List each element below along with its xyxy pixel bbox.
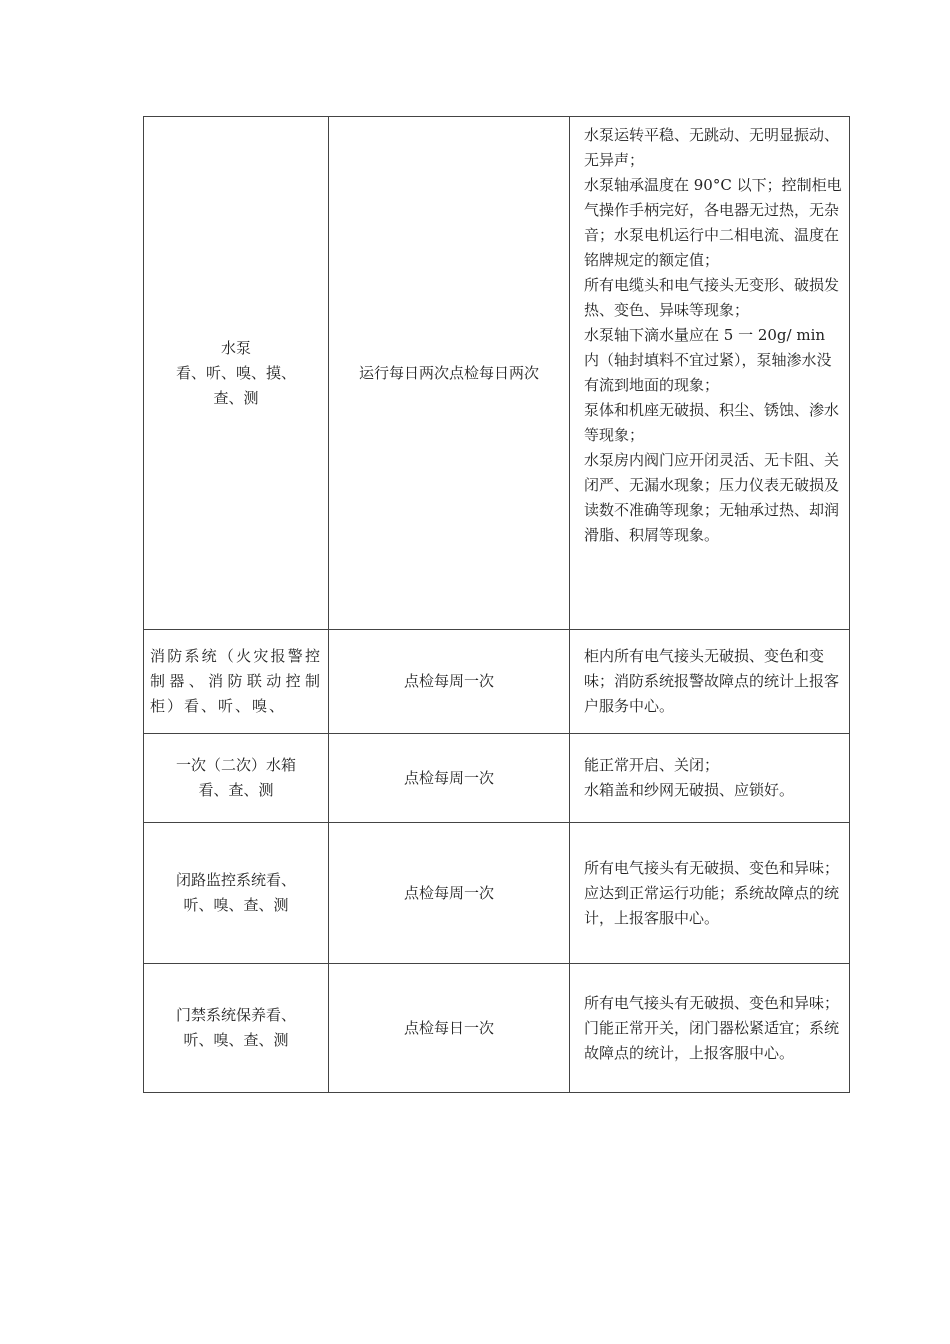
- standard-line: 水箱盖和纱网无破损、应锁好。: [584, 781, 795, 799]
- standard-line: 水泵轴承温度在 90°C 以下；控制柜电气操作手柄完好，各电器无过热，无杂音；水泵电机运行中二相电流、温度在铭牌规定的额定值；: [584, 176, 842, 269]
- item-line: 水泵: [220, 338, 251, 357]
- frequency-cell: 点检每周一次: [329, 823, 570, 964]
- inspection-table: [143, 116, 850, 1093]
- item-line: 看、查、测: [198, 781, 274, 799]
- item-line: 听、嗅、查、测: [183, 896, 289, 914]
- item-cell: [144, 823, 329, 964]
- table-row: [144, 964, 850, 1093]
- item-line: 门禁系统保养看、: [175, 1006, 296, 1024]
- frequency-cell: 点检每周一次: [329, 630, 570, 734]
- item-line: 闭路监控系统看、: [175, 871, 296, 889]
- standard-line: 所有电气接头有无破损、变色和异味；: [584, 858, 840, 877]
- frequency-cell: 点检每日一次: [329, 964, 570, 1093]
- standard-line: 水泵运转平稳、无跳动、无明显振动、无异声；: [584, 126, 840, 169]
- standard-line: 能正常开启、关闭；: [584, 756, 720, 774]
- standard-line: 应达到正常运行功能；系统故障点的统计，上报客服中心。: [584, 883, 840, 927]
- table-row: [144, 117, 850, 630]
- item-cell: [144, 117, 329, 630]
- standard-cell: [570, 117, 850, 630]
- table-row: [144, 734, 850, 823]
- item-cell: 消防系统（火灾报警控制器、消防联动控制柜）看、听、嗅、: [144, 630, 329, 734]
- item-line: 听、嗅、查、测: [183, 1031, 289, 1049]
- standard-cell: [570, 734, 850, 823]
- frequency-cell: 运行每日两次点检每日两次: [329, 117, 570, 630]
- item-line: 查、测: [213, 388, 259, 407]
- standard-line: 柜内所有电气接头无破损、变色和变味；消防系统报警故障点的统计上报客户服务中心。: [584, 647, 840, 715]
- item-line: 一次（二次）水箱: [175, 756, 296, 774]
- standard-line: 所有电气接头有无破损、变色和异味；: [584, 993, 840, 1012]
- item-cell: [144, 734, 329, 823]
- item-cell: [144, 964, 329, 1093]
- standard-cell: [570, 964, 850, 1093]
- standard-line: 水泵轴下滴水量应在 5 一 20g/ min 内（轴封填料不宜过紧），泵轴渗水没有流到地面的现象；: [584, 326, 832, 394]
- standard-line: 所有电缆头和电气接头无变形、破损发热、变色、异味等现象；: [584, 276, 840, 319]
- standard-cell: [570, 630, 850, 734]
- frequency-cell: 点检每周一次: [329, 734, 570, 823]
- standard-line: 门能正常开关，闭门器松紧适宜；系统故障点的统计，上报客服中心。: [584, 1018, 840, 1062]
- standard-line: 泵体和机座无破损、积尘、锈蚀、渗水等现象；: [584, 401, 840, 444]
- table-row: [144, 823, 850, 964]
- item-line: 看、听、嗅、摸、: [175, 363, 296, 382]
- standard-cell: [570, 823, 850, 964]
- table-row: [144, 630, 850, 734]
- standard-line: 水泵房内阀门应开闭灵活、无卡阻、关闭严、无漏水现象；压力仪表无破损及读数不准确等现象；无轴承过热、却润滑脂、积屑等现象。: [584, 451, 840, 544]
